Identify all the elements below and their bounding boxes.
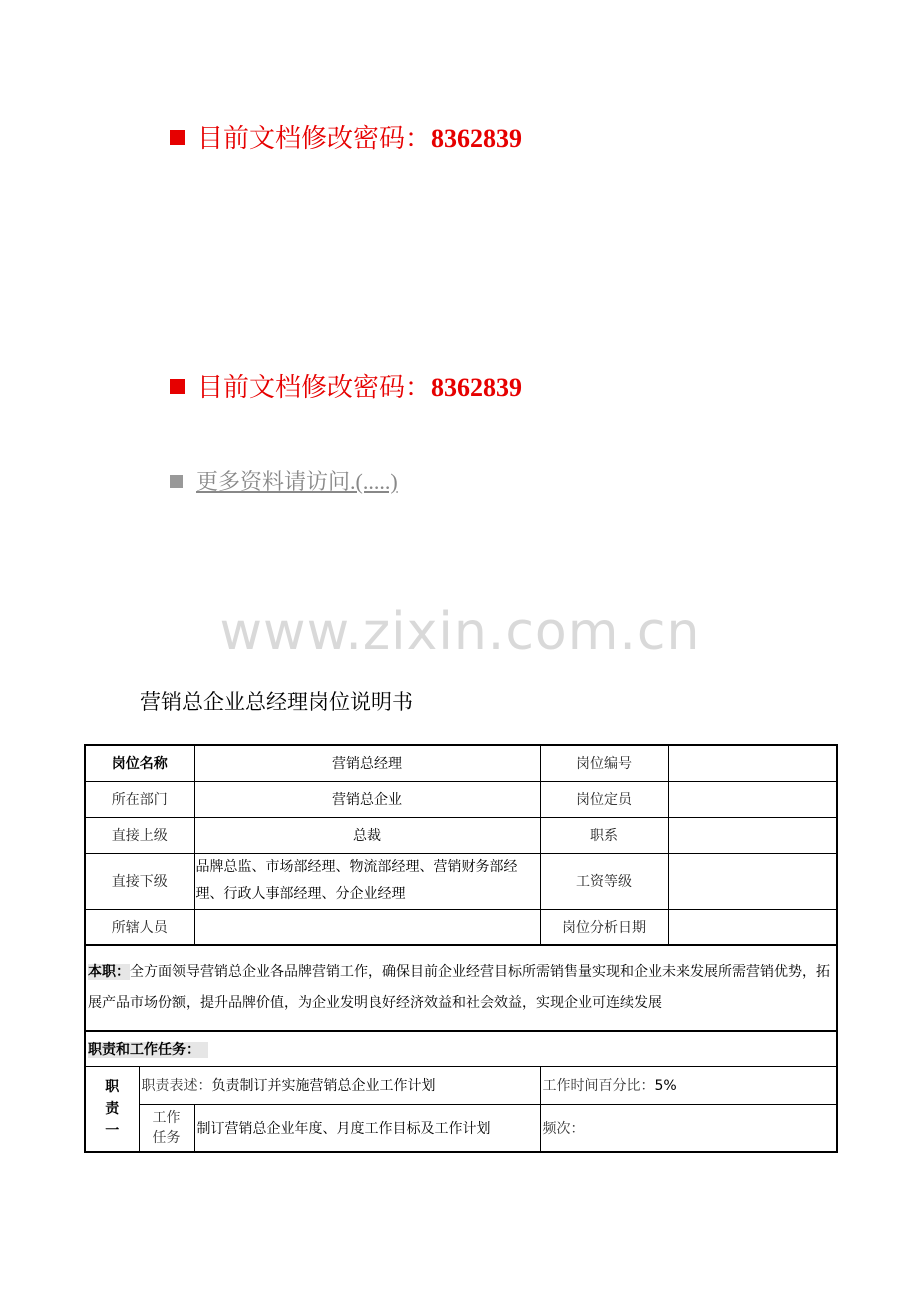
value-direct-superior: 总裁 [194,817,540,853]
password-notice-2 [170,367,522,404]
label-analysis-date: 岗位分析日期 [540,909,668,945]
value-department: 营销总企业 [194,781,540,817]
label-job-code: 岗位编号 [540,745,668,781]
label-department: 所在部门 [85,781,194,817]
table-row [85,1031,837,1066]
duty-1-description-cell [139,1066,540,1104]
duty-1-time-cell [540,1066,837,1104]
notice-code: 8362839 [431,373,523,402]
label-headcount: 岗位定员 [540,781,668,817]
label-salary-grade: 工资等级 [540,853,668,909]
value-job-title: 营销总经理 [194,745,540,781]
red-square-bullet-icon [170,379,185,394]
label-staff-under: 所辖人员 [85,909,194,945]
tasks-header-cell [85,1031,837,1066]
gray-square-bullet-icon [170,475,183,488]
red-square-bullet-icon [170,130,185,145]
label-job-family: 职系 [540,817,668,853]
duty-1-desc: 负责制订并实施营销总企业工作计划 [211,1078,436,1094]
watermark: www.zixin.com.cn [219,602,701,662]
tasks-header: 职责和工作任务： [88,1042,208,1058]
duty-1-time-value: 5% [654,1078,677,1094]
notice-code: 8362839 [431,124,523,153]
duty-1-time-label: 工作时间百分比： [542,1078,655,1094]
duty-1-label [85,1066,139,1152]
document-title: 营销总企业总经理岗位说明书 [140,690,413,714]
role-summary-cell [85,945,837,1031]
duty-1-frequency: 频次： [540,1104,837,1152]
table-row [85,945,837,1031]
more-info-link[interactable]: 更多资料请访问.(.....) [196,469,398,494]
value-job-code [668,745,837,781]
value-staff-under [194,909,540,945]
notice-text: 目前文档修改密码： [197,373,432,402]
table-row [85,781,837,817]
value-direct-subordinates: 品牌总监、市场部经理、物流部经理、营销财务部经理、行政人事部经理、分企业经理 [194,853,540,909]
table-row [85,1066,837,1104]
duty-1-task: 制订营销总企业年度、月度工作目标及工作计划 [194,1104,540,1152]
role-summary-text: 全方面领导营销总企业各品牌营销工作，确保目前企业经营目标所需销售量实现和企业未来发展所需营销优势，拓展产品市场份额，提升品牌价值，为企业发明良好经济效益和社会效益，实现企业可连续发展 [88,964,830,1011]
value-job-family [668,817,837,853]
label-job-title: 岗位名称 [85,745,194,781]
role-summary-label: 本职： [88,964,130,980]
table-row [85,909,837,945]
job-description-table [84,744,838,1153]
table-row [85,817,837,853]
password-notice-1 [170,118,522,155]
label-direct-superior: 直接上级 [85,817,194,853]
table-row [85,853,837,909]
more-info-row [170,465,398,496]
value-analysis-date [668,909,837,945]
table-row [85,1104,837,1152]
duty-1-task-label-text: 工作任务 [152,1109,181,1146]
table-row [85,745,837,781]
duty-1-task-label [139,1104,194,1152]
value-salary-grade [668,853,837,909]
value-headcount [668,781,837,817]
duty-1-label-text: 职责一 [105,1078,120,1139]
notice-text: 目前文档修改密码： [197,124,432,153]
duty-1-desc-label: 职责表述： [141,1078,212,1094]
label-direct-subordinates: 直接下级 [85,853,194,909]
